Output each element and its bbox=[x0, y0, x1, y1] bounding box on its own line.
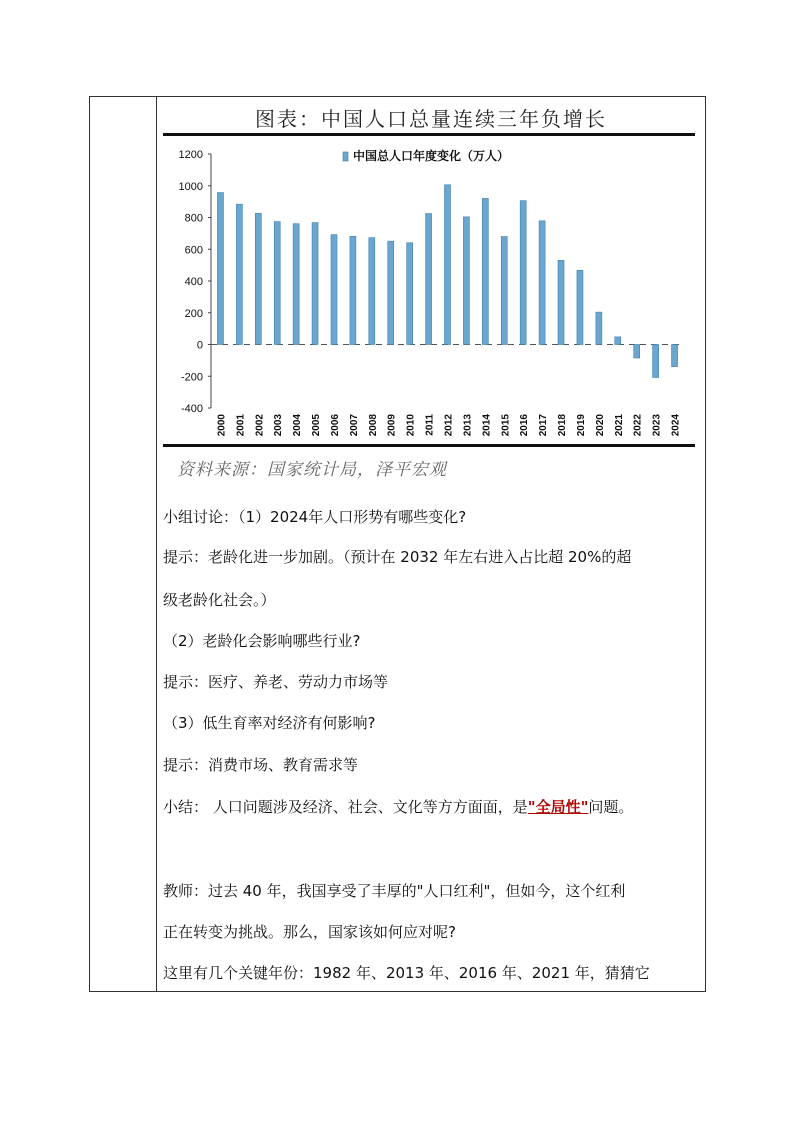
bar-2003 bbox=[274, 222, 280, 345]
hint-1: 提示：老龄化进一步加剧。（预计在 2032 年左右进入占比超 20%的超 bbox=[163, 548, 632, 566]
y-tick-label: 0 bbox=[196, 339, 203, 352]
bar-2017 bbox=[539, 221, 545, 345]
x-tick-label: 2015 bbox=[500, 414, 512, 437]
bar-2015 bbox=[501, 237, 507, 345]
y-tick-label: 400 bbox=[184, 276, 203, 288]
y-tick-label: 1200 bbox=[178, 149, 203, 161]
x-tick-label: 2007 bbox=[348, 414, 360, 437]
hint-2: 提示：医疗、养老、劳动力市场等 bbox=[163, 673, 389, 691]
bar-2002 bbox=[255, 213, 261, 344]
x-tick-label: 2018 bbox=[557, 414, 569, 437]
teacher-line-3: 这里有几个关键年份：1982 年、2013 年、2016 年、2021 年，猜猜它 bbox=[163, 964, 650, 982]
y-tick-label: 800 bbox=[184, 212, 203, 225]
bar-2009 bbox=[388, 241, 394, 344]
bar-2000 bbox=[217, 193, 223, 345]
bar-2018 bbox=[558, 260, 564, 344]
teacher-line-1: 教师：过去 40 年，我国享受了丰厚的"人口红利"，但如今，这个红利 bbox=[163, 882, 626, 900]
teacher-line-2: 正在转变为挑战。那么，国家该如何应对呢? bbox=[163, 923, 456, 941]
bar-2022 bbox=[634, 345, 640, 358]
bar-2010 bbox=[407, 243, 413, 345]
x-tick-label: 2003 bbox=[273, 414, 285, 437]
bar-2013 bbox=[463, 217, 469, 345]
x-tick-label: 2006 bbox=[329, 414, 341, 437]
content-cell bbox=[157, 97, 705, 991]
bar-2023 bbox=[653, 345, 659, 378]
x-tick-label: 2022 bbox=[632, 414, 644, 437]
x-tick-label: 2016 bbox=[519, 414, 531, 437]
bar-2001 bbox=[236, 204, 242, 344]
y-tick-label: 200 bbox=[184, 307, 203, 320]
bar-2007 bbox=[350, 236, 356, 344]
legend-swatch bbox=[343, 152, 348, 161]
hint-1-continued: 级老龄化社会。） bbox=[163, 591, 276, 609]
y-tick-label: -400 bbox=[180, 403, 203, 415]
discussion-question-1: 小组讨论：（1）2024年人口形势有哪些变化? bbox=[163, 508, 467, 526]
y-tick-label: -200 bbox=[180, 371, 203, 384]
x-tick-label: 2023 bbox=[651, 414, 663, 437]
bar-2008 bbox=[369, 238, 375, 345]
bar-2020 bbox=[596, 312, 602, 344]
x-tick-label: 2012 bbox=[443, 414, 455, 437]
bar-2011 bbox=[426, 214, 432, 345]
x-tick-label: 2011 bbox=[424, 414, 436, 436]
lesson-table bbox=[89, 96, 706, 992]
population-change-chart bbox=[157, 137, 706, 443]
y-tick-label: 1000 bbox=[178, 180, 203, 193]
bar-2014 bbox=[482, 198, 488, 344]
x-tick-label: 2001 bbox=[235, 414, 247, 437]
discussion-question-2: （2）老龄化会影响哪些行业? bbox=[163, 632, 361, 650]
bar-2021 bbox=[615, 337, 621, 345]
x-tick-label: 2005 bbox=[311, 414, 323, 437]
chart-source: 资料来源：国家统计局，泽平宏观 bbox=[177, 460, 447, 480]
chart-title: 图表：中国人口总量连续三年负增长 bbox=[255, 107, 607, 131]
chart-bottom-rule bbox=[163, 444, 695, 447]
chart-top-rule bbox=[163, 133, 695, 136]
x-tick-label: 2002 bbox=[254, 414, 266, 437]
x-tick-label: 2000 bbox=[216, 414, 228, 437]
bar-2016 bbox=[520, 201, 526, 345]
bar-2019 bbox=[577, 270, 583, 344]
summary bbox=[163, 796, 633, 817]
x-tick-label: 2014 bbox=[481, 414, 493, 437]
x-tick-label: 2024 bbox=[670, 414, 682, 437]
x-tick-label: 2010 bbox=[405, 414, 417, 437]
x-tick-label: 2009 bbox=[386, 414, 398, 437]
x-tick-label: 2020 bbox=[594, 414, 606, 437]
bar-2006 bbox=[331, 235, 337, 345]
hint-3: 提示：消费市场、教育需求等 bbox=[163, 756, 359, 774]
bar-2024 bbox=[672, 345, 678, 367]
y-tick-label: 600 bbox=[184, 244, 203, 257]
bar-2012 bbox=[445, 185, 451, 345]
summary-suffix: 问题。 bbox=[588, 798, 634, 816]
x-tick-label: 2004 bbox=[292, 414, 304, 437]
legend-label: 中国总人口年度变化（万人） bbox=[353, 149, 510, 163]
x-tick-label: 2013 bbox=[462, 414, 474, 437]
x-tick-label: 2008 bbox=[367, 414, 379, 437]
bar-2004 bbox=[293, 224, 299, 345]
summary-highlight: "全局性" bbox=[527, 798, 589, 816]
x-tick-label: 2017 bbox=[538, 414, 550, 437]
x-tick-label: 2021 bbox=[613, 414, 625, 437]
summary-prefix: 小结： 人口问题涉及经济、社会、文化等方方面面，是 bbox=[163, 798, 528, 816]
discussion-question-3: （3）低生育率对经济有何影响? bbox=[163, 714, 376, 732]
bar-2005 bbox=[312, 223, 318, 345]
x-tick-label: 2019 bbox=[575, 414, 587, 437]
